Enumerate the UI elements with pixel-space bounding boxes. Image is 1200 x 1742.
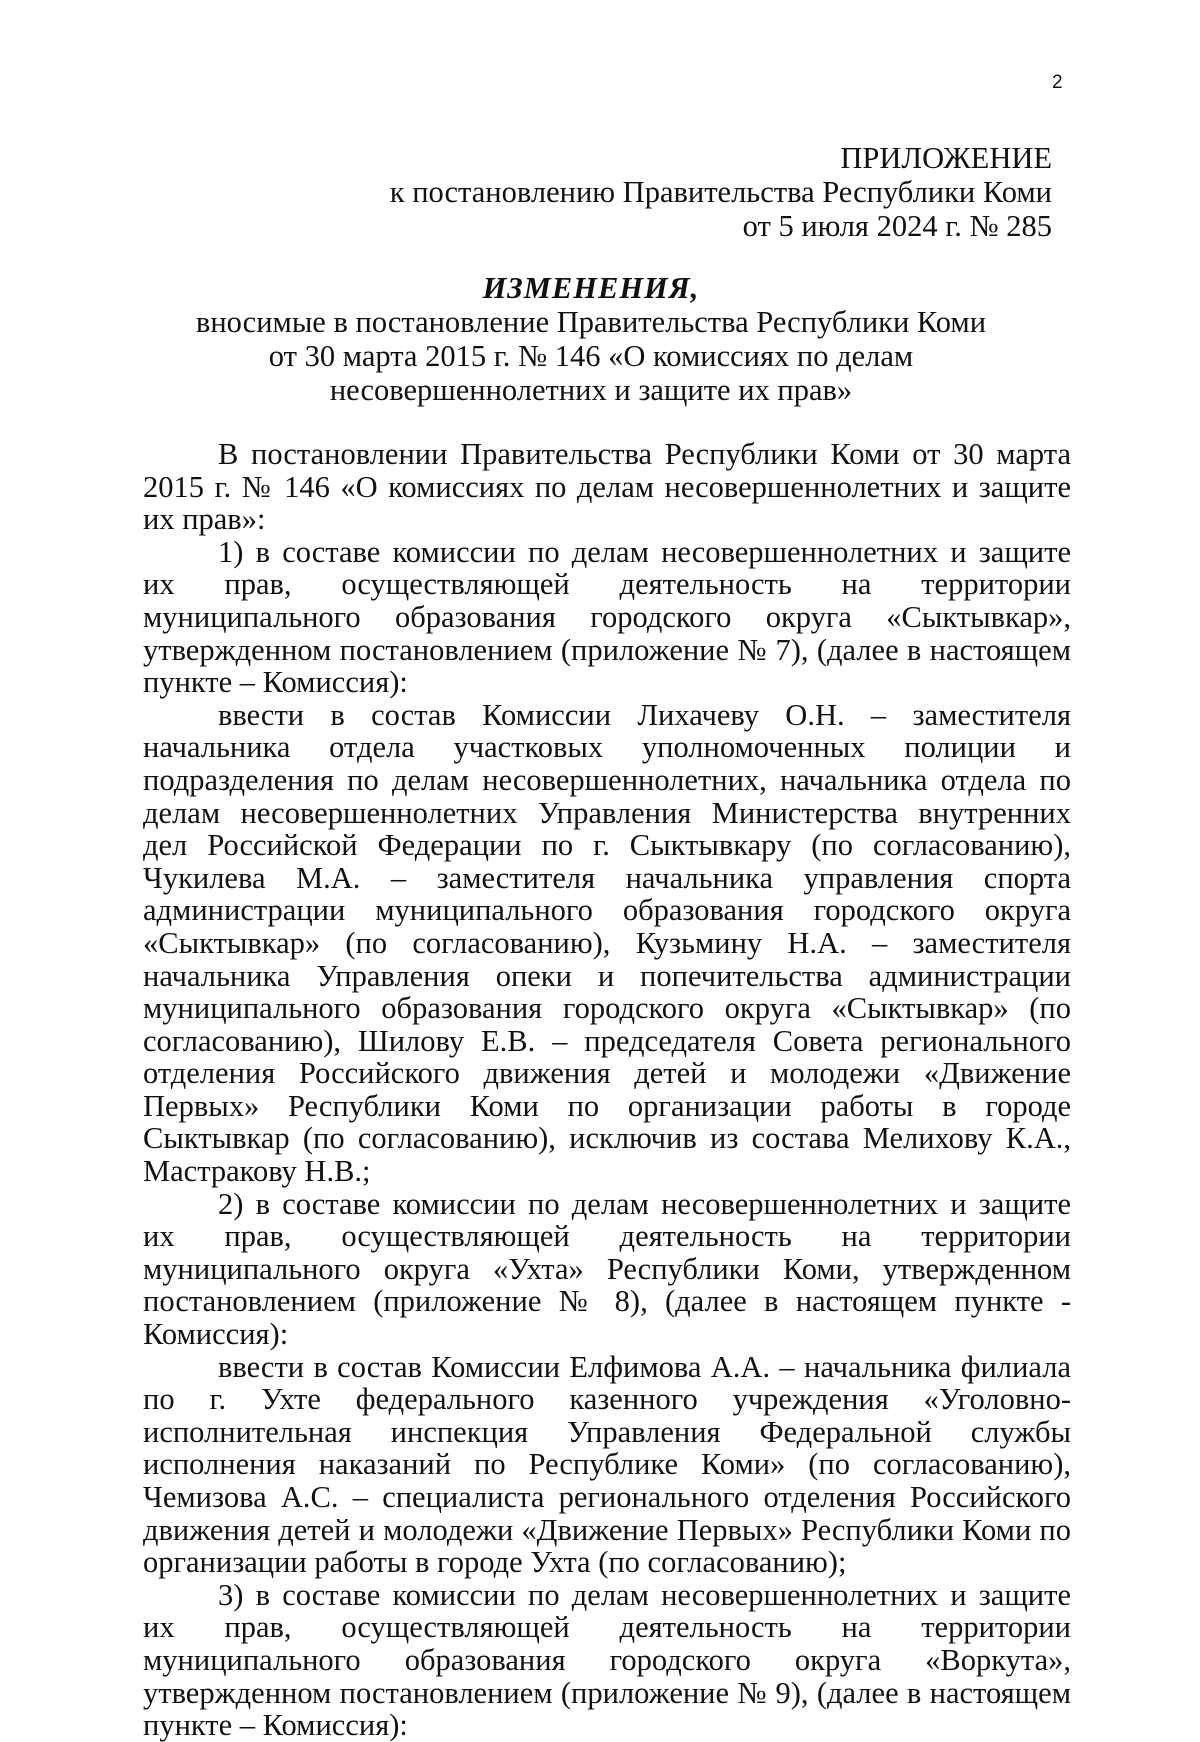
item-2-paragraph: 2) в составе комиссии по делам несовершеннолетних и защите их прав, осуществляющей деятельность на территории муниципального округа «Ухта» Республики Коми, утвержденном постановлением (приложение № 8), (далее в настоящем пункте - Комиссия): — [143, 1186, 1071, 1352]
annex-title: ПРИЛОЖЕНИЕ — [840, 141, 1052, 175]
annex-date: от 5 июля 2024 г. № 285 — [742, 209, 1052, 243]
document-subtitle-line1: вносимые в постановление Правительства Республики Коми — [195, 305, 987, 339]
item-1-paragraph: 1) в составе комиссии по делам несовершеннолетних и защите их прав, осуществляющей деятельность на территории муниципального образования городского округа «Сыктывкар», утвержденном постановлением (приложение № 7), (далее в настоящем пункте – Комиссия): — [143, 534, 1071, 700]
item-3-paragraph: 3) в составе комиссии по делам несовершеннолетних и защите их прав, осуществляющей деятельность на территории муниципального образования городского округа «Воркута», утвержденном постановлением (приложение № 9), (далее в настоящем пункте – Комиссия): — [143, 1577, 1071, 1742]
document-subtitle-line3: несовершеннолетних и защите их прав» — [329, 373, 853, 407]
document-title-block — [130, 271, 1052, 407]
intro-paragraph: В постановлении Правительства Республики Коми от 30 марта 2015 г. № 146 «О комиссиях по делам несовершеннолетних и защите их прав»: — [143, 437, 1071, 537]
document-body — [143, 438, 1071, 1742]
annex-block — [252, 141, 1052, 243]
item-2-text-paragraph: ввести в состав Комиссии Елфимова А.А. – начальника филиала по г. Ухте федерального казенного учреждения «Уголовно-исполнительная инспекция Управления Федеральной службы исполнения наказаний по Республике Коми» (по согласованию), Чемизова А.С. – специалиста регионального отделения Российского движения детей и молодежи «Движение Первых» Республики Коми по организации работы в городе Ухта (по согласованию); — [143, 1349, 1071, 1580]
item-1-text-paragraph: ввести в состав Комиссии Лихачеву О.Н. – заместителя начальника отдела участковых уполномоченных полиции и подразделения по делам несовершеннолетних, начальника отдела по делам несовершеннолетних Управления Министерства внутренних дел Российской Федерации по г. Сыктывкару (по согласованию), Чукилева М.А. – заместителя начальника управления спорта администрации муниципального образования городского округа «Сыктывкар» (по согласованию), Кузьмину Н.А. – заместителя начальника Управления опеки и попечительства администрации муниципального образования городского округа «Сыктывкар» (по согласованию), Шилову Е.В. – председателя Совета регионального отделения Российского движения детей и молодежи «Движение Первых» Республики Коми по организации работы в городе Сыктывкар (по согласованию), исключив из состава Мелихову К.А., Мастракову Н.В.; — [143, 697, 1071, 1189]
document-subtitle-line2: от 30 марта 2015 г. № 146 «О комиссиях по делам — [268, 339, 914, 373]
document-heading: ИЗМЕНЕНИЯ, — [482, 271, 700, 305]
page-number: 2 — [1052, 72, 1063, 93]
annex-reference: к постановлению Правительства Республики Коми — [389, 175, 1052, 209]
